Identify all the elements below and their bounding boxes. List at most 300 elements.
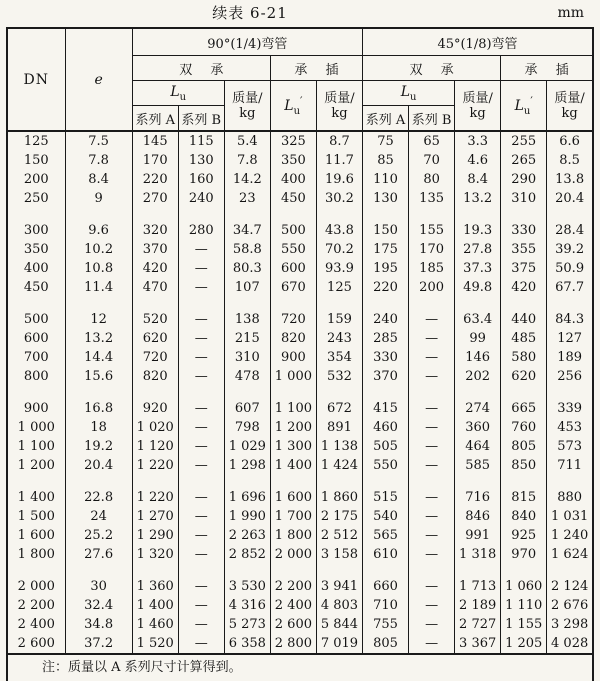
table-cell: 7.8 [224,151,270,170]
header-45-ss-mass: 质量/ kg [547,81,593,132]
table-row [7,545,593,564]
table-cell: 6.6 [547,131,593,151]
table-cell: 520 [132,310,178,329]
table-row [7,278,593,297]
gap-cell [547,297,593,310]
table-cell: 49.8 [455,278,501,297]
table-cell: 125 [316,278,362,297]
header-bend-90: 90°(1/4)弯管 [132,28,362,56]
gap-cell [547,475,593,488]
table-cell: 8.4 [65,170,132,189]
table-cell: 620 [132,329,178,348]
table-cell: — [178,577,224,596]
table-cell: 3 158 [316,545,362,564]
table-cell: 138 [224,310,270,329]
table-cell: 1 860 [316,488,362,507]
table-cell: — [178,278,224,297]
table-cell: 280 [178,221,224,240]
table-cell: 2 400 [270,596,316,615]
table-row [7,367,593,386]
table-cell: 4 803 [316,596,362,615]
table-cell: 215 [224,329,270,348]
gap-cell [7,208,65,221]
table-row [7,399,593,418]
table-cell: 460 [363,418,409,437]
table-cell: 716 [455,488,501,507]
gap-cell [455,564,501,577]
table-cell: — [178,526,224,545]
table-cell: 290 [501,170,547,189]
table-row [7,329,593,348]
table-cell: 256 [547,367,593,386]
table-cell: 2 676 [547,596,593,615]
gap-cell [501,297,547,310]
table-cell: 37.3 [455,259,501,278]
table-cell: 9 [65,189,132,208]
table-cell: 1 100 [270,399,316,418]
table-cell: 1 300 [270,437,316,456]
table-cell: 1 713 [455,577,501,596]
table-note: 注：质量以 A 系列尺寸计算得到。 [7,654,593,681]
table-cell: 711 [547,456,593,475]
table-cell: 240 [363,310,409,329]
table-cell: 5 273 [224,615,270,634]
table-cell: 464 [455,437,501,456]
gap-cell [7,475,65,488]
table-cell: 11.4 [65,278,132,297]
gap-cell [178,475,224,488]
table-cell: 1 029 [224,437,270,456]
table-row [7,259,593,278]
table-cell: — [409,507,455,526]
table-body [7,131,593,654]
table-cell: 13.2 [65,329,132,348]
table-cell: 573 [547,437,593,456]
gap-cell [547,208,593,221]
table-cell: 415 [363,399,409,418]
table-cell: 195 [363,259,409,278]
table-note-row [7,654,593,681]
table-cell: 27.6 [65,545,132,564]
table-cell: 798 [224,418,270,437]
table-cell: 755 [363,615,409,634]
gap-cell [363,564,409,577]
table-cell: 1 298 [224,456,270,475]
gap-cell [363,297,409,310]
table-cell: 7.8 [65,151,132,170]
table-cell: 18 [65,418,132,437]
gap-cell [455,475,501,488]
table-cell: 805 [363,634,409,654]
table-cell: 4 028 [547,634,593,654]
table-cell: 1 200 [7,456,65,475]
gap-cell [316,564,362,577]
table-cell: 12 [65,310,132,329]
table-cell: 1 318 [455,545,501,564]
table-cell: 1 400 [7,488,65,507]
table-cell: 99 [455,329,501,348]
table-cell: — [178,615,224,634]
header-45-lu-prime: $L_u'$ [501,81,547,132]
table-cell: 170 [409,240,455,259]
table-cell: — [409,577,455,596]
table-cell: 107 [224,278,270,297]
table-cell: 1 320 [132,545,178,564]
table-cell: 370 [132,240,178,259]
table-cell: — [409,596,455,615]
table-cell: 672 [316,399,362,418]
table-cell: 550 [363,456,409,475]
table-cell: 720 [270,310,316,329]
table-cell: 1 000 [270,367,316,386]
table-cell: — [409,348,455,367]
gap-cell [132,208,178,221]
table-cell: 3 941 [316,577,362,596]
table-cell: 32.4 [65,596,132,615]
table-cell: 846 [455,507,501,526]
table-cell: 815 [501,488,547,507]
table-cell: 760 [501,418,547,437]
table-row [7,170,593,189]
table-cell: 805 [501,437,547,456]
group-gap-row [7,208,593,221]
table-cell: 75 [363,131,409,151]
title-bar [0,0,600,27]
table-cell: — [178,367,224,386]
header-45-series-b: 系列 B [409,106,455,132]
table-cell: 2 200 [7,596,65,615]
table-cell: 840 [501,507,547,526]
table-cell: 1 220 [132,456,178,475]
table-cell: 720 [132,348,178,367]
table-cell: 200 [409,278,455,297]
table-cell: 1 100 [7,437,65,456]
table-title: 续表 6-21 [212,4,288,22]
gap-cell [455,208,501,221]
gap-cell [316,475,362,488]
table-cell: 39.2 [547,240,593,259]
gap-cell [178,297,224,310]
table-cell: 115 [178,131,224,151]
table-cell: 1 696 [224,488,270,507]
table-cell: — [409,367,455,386]
header-45-ds-mass: 质量/ kg [455,81,501,132]
table-cell: 250 [7,189,65,208]
group-gap-row [7,475,593,488]
table-cell: — [178,259,224,278]
table-cell: 4.6 [455,151,501,170]
table-row [7,240,593,259]
table-cell: 610 [363,545,409,564]
table-cell: — [409,310,455,329]
table-cell: 85 [363,151,409,170]
gap-cell [409,475,455,488]
table-row [7,151,593,170]
header-bend-45: 45°(1/8)弯管 [363,28,594,56]
table-row [7,221,593,240]
table-cell: 1 624 [547,545,593,564]
table-cell: 4 316 [224,596,270,615]
table-cell: 1 700 [270,507,316,526]
table-row [7,189,593,208]
table-cell: 13.8 [547,170,593,189]
header-e: e [65,28,132,131]
header-45-socket-spigot: 承 插 [501,56,593,81]
table-cell: 255 [501,131,547,151]
table-cell: — [178,437,224,456]
gap-cell [7,386,65,399]
table-cell: 150 [7,151,65,170]
group-gap-row [7,564,593,577]
table-cell: 15.6 [65,367,132,386]
table-cell: 900 [7,399,65,418]
table-cell: 7 019 [316,634,362,654]
table-row [7,615,593,634]
header-45-lu: $L_u$ [363,81,455,106]
table-cell: 8.4 [455,170,501,189]
table-cell: — [409,545,455,564]
table-cell: 22.8 [65,488,132,507]
table-cell: 1 600 [270,488,316,507]
header-90-series-b: 系列 B [178,106,224,132]
table-cell: 270 [132,189,178,208]
table-cell: 710 [363,596,409,615]
table-cell: 3.3 [455,131,501,151]
table-cell: 170 [132,151,178,170]
table-cell: 1 400 [270,456,316,475]
table-cell: 80 [409,170,455,189]
table-cell: 515 [363,488,409,507]
header-90-ds-mass: 质量/ kg [224,81,270,132]
table-cell: 891 [316,418,362,437]
table-row [7,488,593,507]
table-cell: 1 240 [547,526,593,545]
table-cell: 67.7 [547,278,593,297]
gap-cell [224,564,270,577]
table-cell: 130 [178,151,224,170]
table-cell: 5 844 [316,615,362,634]
table-cell: 2 263 [224,526,270,545]
gap-cell [65,475,132,488]
table-cell: 145 [132,131,178,151]
table-cell: — [178,634,224,654]
table-cell: 2 400 [7,615,65,634]
header-90-series-a: 系列 A [132,106,178,132]
header-90-double-socket: 双 承 [132,56,270,81]
header-90-lu: $L_u$ [132,81,224,106]
table-cell: — [178,348,224,367]
table-cell: — [178,310,224,329]
table-cell: 93.9 [316,259,362,278]
table-cell: 2 189 [455,596,501,615]
table-cell: 265 [501,151,547,170]
table-cell: 2 000 [7,577,65,596]
table-cell: 10.2 [65,240,132,259]
table-cell: 500 [7,310,65,329]
table-cell: 478 [224,367,270,386]
table-cell: — [178,456,224,475]
gap-cell [65,386,132,399]
table-cell: 7.5 [65,131,132,151]
gap-cell [316,208,362,221]
table-cell: 240 [178,189,224,208]
unit-label: mm [557,5,584,21]
table-cell: 1 460 [132,615,178,634]
table-cell: 189 [547,348,593,367]
table-cell: 453 [547,418,593,437]
table-cell: — [178,488,224,507]
table-cell: 360 [455,418,501,437]
table-cell: 670 [270,278,316,297]
table-cell: 665 [501,399,547,418]
header-90-socket-spigot: 承 插 [270,56,362,81]
table-cell: 355 [501,240,547,259]
table-cell: 1 424 [316,456,362,475]
table-cell: — [409,437,455,456]
header-dn: DN [7,28,65,131]
table-row [7,418,593,437]
table-cell: 160 [178,170,224,189]
table-cell: 43.8 [316,221,362,240]
gap-cell [409,386,455,399]
table-cell: 9.6 [65,221,132,240]
table-cell: 13.2 [455,189,501,208]
table-cell: 850 [501,456,547,475]
table-cell: — [178,329,224,348]
table-row [7,507,593,526]
table-cell: — [178,507,224,526]
table-cell: 660 [363,577,409,596]
table-cell: 127 [547,329,593,348]
table-cell: 202 [455,367,501,386]
table-cell: 400 [270,170,316,189]
gap-cell [501,208,547,221]
table-cell: 20.4 [65,456,132,475]
table-cell: 2 727 [455,615,501,634]
gap-cell [316,297,362,310]
table-cell: 1 200 [270,418,316,437]
table-cell: 24 [65,507,132,526]
gap-cell [178,386,224,399]
table-cell: 470 [132,278,178,297]
gap-cell [132,475,178,488]
table-cell: 450 [270,189,316,208]
table-cell: 3 298 [547,615,593,634]
table-cell: 274 [455,399,501,418]
table-cell: 485 [501,329,547,348]
table-cell: 185 [409,259,455,278]
group-gap-row [7,386,593,399]
table-cell: 30 [65,577,132,596]
table-cell: 1 520 [132,634,178,654]
table-cell: 1 155 [501,615,547,634]
table-cell: 155 [409,221,455,240]
table-cell: 10.8 [65,259,132,278]
table-cell: 1 020 [132,418,178,437]
table-cell: 220 [363,278,409,297]
pipe-bend-spec-table [6,27,594,681]
table-cell: 2 852 [224,545,270,564]
table-cell: 350 [270,151,316,170]
table-row [7,437,593,456]
table-cell: 8.7 [316,131,362,151]
table-cell: 820 [270,329,316,348]
table-cell: 970 [501,545,547,564]
table-cell: 2 200 [270,577,316,596]
table-cell: — [409,329,455,348]
table-cell: 1 060 [501,577,547,596]
gap-cell [270,208,316,221]
table-cell: 800 [7,367,65,386]
gap-cell [132,564,178,577]
table-cell: 19.6 [316,170,362,189]
table-cell: 440 [501,310,547,329]
table-cell: 1 500 [7,507,65,526]
table-row [7,348,593,367]
table-cell: 70.2 [316,240,362,259]
table-cell: 1 205 [501,634,547,654]
table-cell: 2 175 [316,507,362,526]
table-cell: 320 [132,221,178,240]
table-cell: 450 [7,278,65,297]
table-cell: 330 [501,221,547,240]
table-cell: 50.9 [547,259,593,278]
table-cell: 350 [7,240,65,259]
table-cell: 880 [547,488,593,507]
gap-cell [132,386,178,399]
table-cell: 19.2 [65,437,132,456]
table-cell: — [178,418,224,437]
table-cell: 1 360 [132,577,178,596]
table-cell: 6 358 [224,634,270,654]
table-cell: — [409,615,455,634]
table-cell: 600 [270,259,316,278]
table-cell: 70 [409,151,455,170]
gap-cell [270,386,316,399]
table-cell: 1 220 [132,488,178,507]
gap-cell [178,208,224,221]
table-cell: 2 512 [316,526,362,545]
table-cell: 700 [7,348,65,367]
table-cell: 20.4 [547,189,593,208]
table-cell: 65 [409,131,455,151]
table-cell: — [409,399,455,418]
table-row [7,131,593,151]
table-cell: 354 [316,348,362,367]
table-cell: 325 [270,131,316,151]
table-cell: 34.8 [65,615,132,634]
gap-cell [7,297,65,310]
gap-cell [224,475,270,488]
table-cell: 30.2 [316,189,362,208]
table-cell: — [178,240,224,259]
table-cell: 34.7 [224,221,270,240]
table-cell: 3 530 [224,577,270,596]
table-cell: 110 [363,170,409,189]
table-cell: 607 [224,399,270,418]
table-row [7,634,593,654]
table-cell: 135 [409,189,455,208]
table-cell: — [409,418,455,437]
table-cell: 25.2 [65,526,132,545]
table-cell: 620 [501,367,547,386]
gap-cell [65,208,132,221]
table-cell: 400 [7,259,65,278]
table-cell: 920 [132,399,178,418]
table-cell: 532 [316,367,362,386]
table-cell: 925 [501,526,547,545]
table-cell: — [178,399,224,418]
